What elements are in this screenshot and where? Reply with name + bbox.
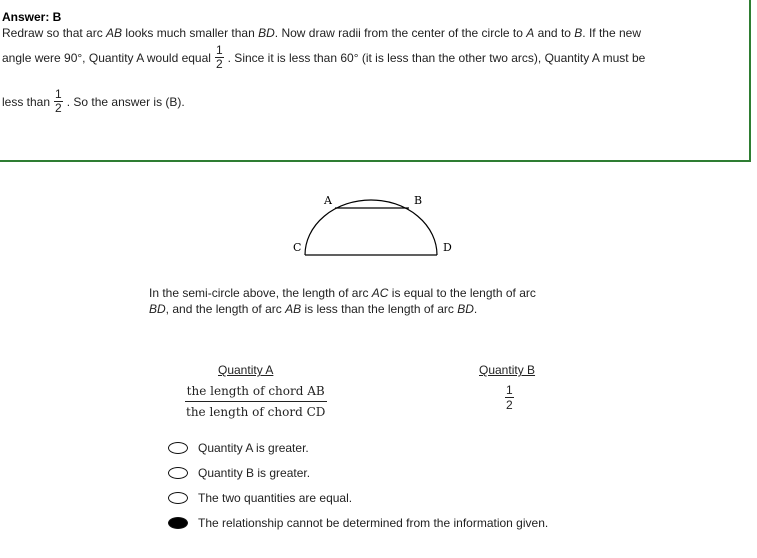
fraction-denominator: 2	[55, 101, 62, 115]
half-fraction	[215, 44, 224, 71]
expl-text: . Since it is less than 60° (it is less than the other two arcs), Quantity A must be	[227, 50, 646, 65]
question-part: is equal to the length of arc	[388, 286, 536, 300]
half-fraction	[54, 88, 63, 115]
question-text	[149, 285, 589, 317]
expl-text: angle were 90°, Quantity A would equal	[2, 50, 211, 65]
quantity-a-denominator: the length of chord CD	[186, 405, 326, 419]
expl-text: . Now draw radii from the center of the circle to	[274, 26, 527, 40]
option-label: Quantity B is greater.	[198, 465, 311, 480]
option-b[interactable]	[168, 460, 548, 485]
expl-text: . If the new	[582, 26, 641, 40]
quantity-b-numerator: 1	[506, 383, 513, 397]
expl-italic: AB	[106, 26, 123, 40]
radio-button[interactable]	[168, 467, 188, 479]
expl-italic: B	[574, 26, 583, 40]
expl-text: and to	[534, 26, 575, 40]
explanation-line-2	[2, 44, 645, 71]
fraction-numerator: 1	[55, 87, 62, 101]
expl-text: . So the answer is (B).	[66, 94, 185, 109]
option-label: Quantity A is greater.	[198, 440, 309, 455]
radio-button-selected[interactable]	[168, 517, 188, 529]
option-label: The relationship cannot be determined from the information given.	[198, 515, 549, 530]
fraction-denominator: 2	[215, 57, 223, 71]
question-part: , and the length of arc	[165, 302, 286, 316]
explanation-line-1	[2, 26, 641, 40]
answer-options	[168, 435, 548, 535]
label-a: A	[324, 194, 332, 207]
label-d: D	[443, 241, 452, 254]
question-italic: BD	[149, 302, 166, 316]
answer-box	[0, 0, 751, 162]
semicircle-figure	[290, 188, 470, 263]
question-italic: AC	[371, 286, 389, 300]
quantity-b-fraction	[505, 383, 514, 412]
fraction-numerator: 1	[215, 43, 223, 57]
expl-text: Redraw so that arc	[2, 26, 107, 40]
option-d[interactable]	[168, 510, 548, 535]
expl-text: looks much smaller than	[122, 26, 259, 40]
answer-heading: Answer: B	[2, 10, 62, 24]
question-italic: AB	[285, 302, 302, 316]
label-c: C	[293, 241, 302, 254]
quantity-a-numerator: the length of chord AB	[185, 384, 327, 402]
expl-italic: A	[526, 26, 535, 40]
question-part: .	[473, 302, 478, 316]
explanation-line-3	[2, 88, 185, 115]
quantity-a-fraction	[184, 384, 327, 419]
expl-text: less than	[2, 94, 51, 109]
radio-button[interactable]	[168, 442, 188, 454]
quantity-b-heading: Quantity B	[479, 363, 536, 377]
quantity-b-denominator: 2	[506, 398, 513, 412]
expl-italic: BD	[258, 26, 275, 40]
option-label: The two quantities are equal.	[198, 490, 353, 505]
question-italic: BD	[457, 302, 474, 316]
option-c[interactable]	[168, 485, 548, 510]
quantity-a-heading: Quantity A	[218, 363, 274, 377]
option-a[interactable]	[168, 435, 548, 460]
question-part: In the semi-circle above, the length of arc	[149, 286, 372, 300]
radio-button[interactable]	[168, 492, 188, 504]
question-part: is less than the length of arc	[301, 302, 458, 316]
label-b: B	[414, 194, 423, 207]
